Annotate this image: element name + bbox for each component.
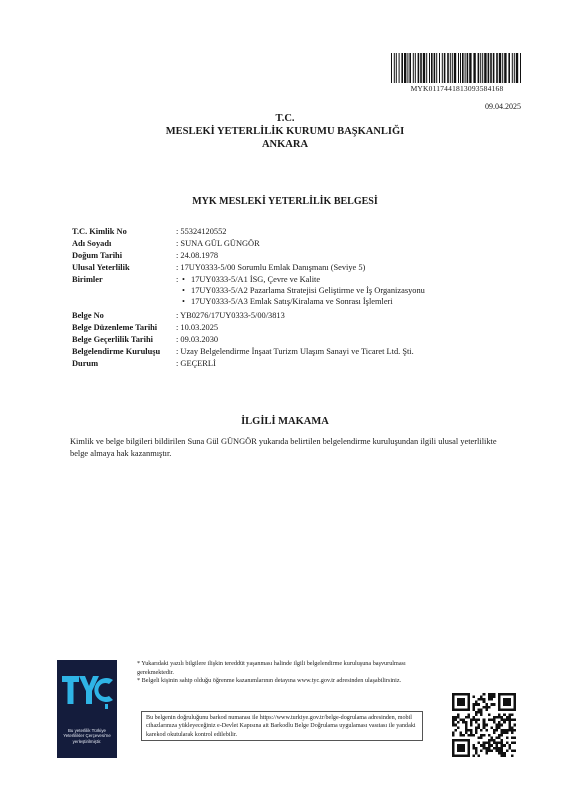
document-title: MYK MESLEKİ YETERLİLİK BELGESİ <box>192 196 378 207</box>
footnote-1: * Yukarıdaki yazılı bilgilere ilişkin tereddüt yaşanması halinde ilgili belgelendirme kuruluşuna başvurulması gerekmektedir. <box>137 660 406 676</box>
footnote-2: * Belgeli kişinin sahip olduğu öğrenme kazanımlarının detayına www.tyc.gov.tr adresinden ulaşabilirsiniz. <box>137 677 402 685</box>
to-whom-title: İLGİLİ MAKAMA <box>241 416 329 427</box>
certifying-body-label: Belgelendirme Kuruluşu <box>72 347 161 356</box>
tyc-logo-mark <box>57 660 117 726</box>
header-institution: MESLEKİ YETERLİLİK KURUMU BAŞKANLIĞI <box>165 126 405 137</box>
footnotes <box>137 660 427 686</box>
header-tc: T.C. <box>275 113 295 124</box>
cert-no-label: Belge No <box>72 311 104 320</box>
name-value: : SUNA GÜL GÜNGÖR <box>176 239 260 248</box>
certifying-body-value: : Uzay Belgelendirme İnşaat Turizm Ulaşım Sanayi ve Ticaret Ltd. Şti. <box>176 347 414 356</box>
tyc-logo <box>57 660 117 758</box>
unit-item: • 17UY0333-5/A1 İSG, Çevre ve Kalite <box>182 275 321 284</box>
status-label: Durum <box>72 359 99 368</box>
issue-date-label: Belge Düzenleme Tarihi <box>72 323 158 332</box>
tc-label: T.C. Kimlik No <box>72 227 127 236</box>
unit-item: • 17UY0333-5/A3 Emlak Satış/Kiralama ve Sonrası İşlemleri <box>182 297 393 306</box>
birth-value: : 24.08.1978 <box>176 251 219 260</box>
barcode <box>391 53 523 83</box>
qualification-label: Ulusal Yeterlilik <box>72 263 130 272</box>
tc-value: : 55324120552 <box>176 227 227 236</box>
print-date: 09.04.2025 <box>485 102 521 111</box>
units-label: Birimler <box>72 275 103 284</box>
barcode-number: MYK011744181309358416​8 <box>410 84 504 93</box>
name-label: Adı Soyadı <box>72 239 112 248</box>
statement-paragraph: Kimlik ve belge bilgileri bildirilen Suna Gül GÜNGÖR yukarıda belirtilen belgelendirme kuruluşundan ilgili ulusal yeterlilikte belge almaya hak kazanmıştır. <box>70 437 497 458</box>
status-value: : GEÇERLİ <box>176 359 216 368</box>
verification-box: Bu belgenin doğruluğunu barkod numarası ile https://www.turkiye.gov.tr/belge-dogrulama adresinden, mobil cihazlarınıza yükleyeceğiniz e-Devlet Kapısına ait Barkodlu Belge Doğrulama uygulaması vasıtası ile yandaki karekod okutularak kontrol edilebilir. <box>141 711 423 741</box>
units-colon: : <box>176 275 179 284</box>
issue-date-value: : 10.03.2025 <box>176 323 219 332</box>
units-list <box>182 274 425 307</box>
qr-code[interactable] <box>452 693 516 757</box>
header-city: ANKARA <box>261 139 309 150</box>
unit-item: • 17UY0333-5/A2 Pazarlama Stratejisi Geliştirme ve İş Organizasyonu <box>182 286 425 295</box>
expiry-date-value: : 09.03.2030 <box>176 335 219 344</box>
logo-caption: Bu yeterlilik Türkiye Yeterlilikler Çerçevesi'ne yerleştirilmiştir. <box>63 728 111 744</box>
birth-label: Doğum Tarihi <box>72 251 123 260</box>
cert-no-value: : YB0276/17UY0333-5/00/3813 <box>176 311 285 320</box>
qualification-value: : 17UY0333-5/00 Sorumlu Emlak Danışmanı (Seviye 5) <box>176 263 366 272</box>
expiry-date-label: Belge Geçerlilik Tarihi <box>72 335 153 344</box>
